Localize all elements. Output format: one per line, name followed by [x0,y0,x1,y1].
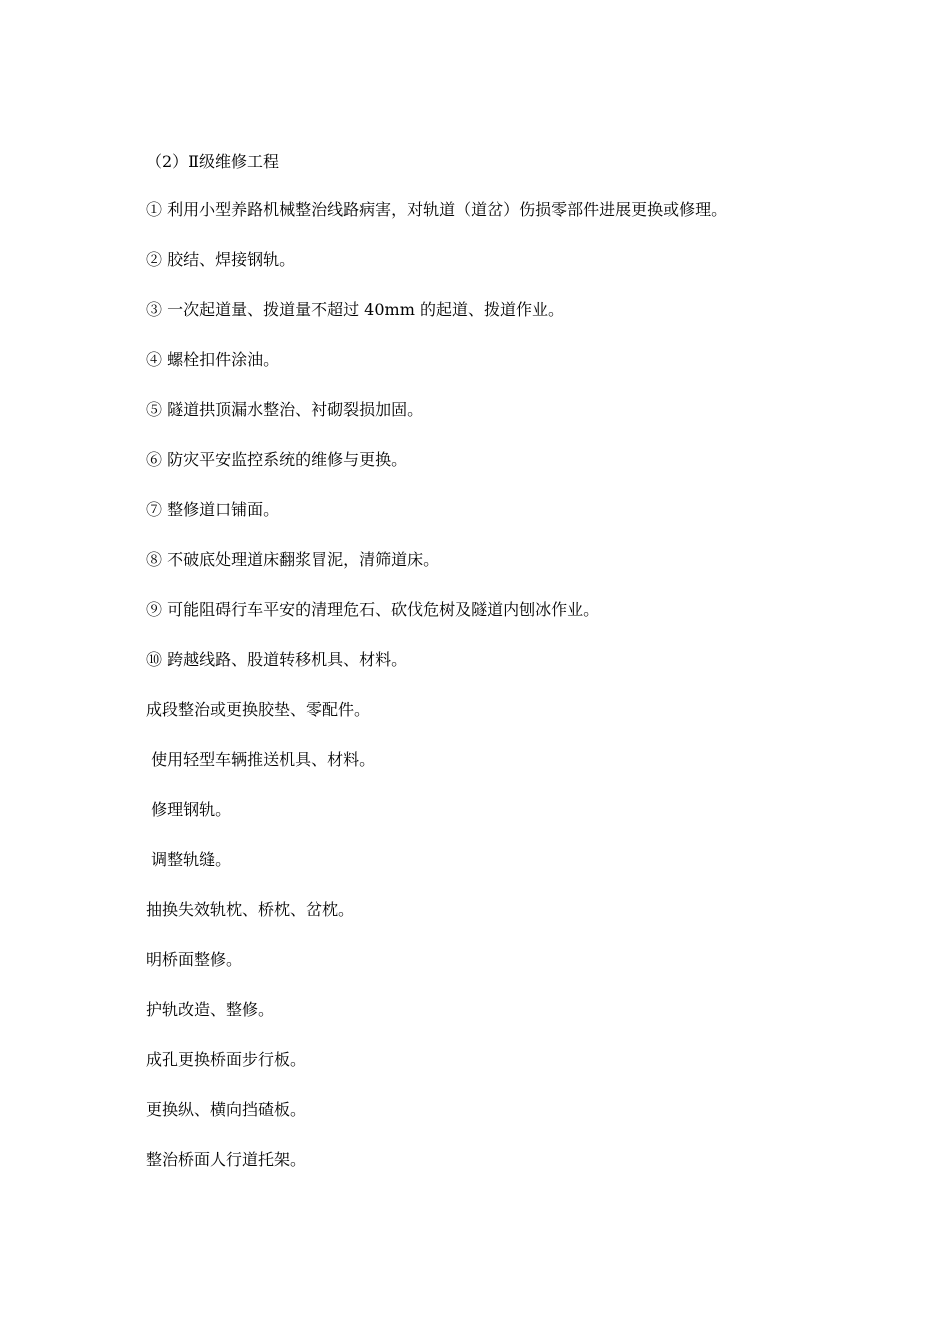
paragraph-item-12: 使用轻型车辆推送机具、材料。 [146,750,376,769]
paragraph-item-5: ⑤ 隧道拱顶漏水整治、衬砌裂损加固。 [146,400,424,419]
paragraph-item-3: ③ 一次起道量、拨道量不超过 40mm 的起道、拨道作业。 [146,300,564,319]
paragraph-item-19: 更换纵、横向挡碴板。 [146,1100,307,1119]
section-heading: （2）Ⅱ级维修工程 [146,152,280,171]
paragraph-item-10: ⑩ 跨越线路、股道转移机具、材料。 [146,650,408,669]
paragraph-item-13: 修理钢轨。 [146,800,232,819]
paragraph-item-2: ② 胶结、焊接钢轨。 [146,250,296,269]
paragraph-item-7: ⑦ 整修道口铺面。 [146,500,280,519]
paragraph-item-16: 明桥面整修。 [146,950,243,969]
paragraph-item-17: 护轨改造、整修。 [146,1000,275,1019]
paragraph-item-4: ④ 螺栓扣件涂油。 [146,350,280,369]
paragraph-item-15: 抽换失效轨枕、桥枕、岔枕。 [146,900,355,919]
paragraph-item-14: 调整轨缝。 [146,850,232,869]
paragraph-item-11: 成段整治或更换胶垫、零配件。 [146,700,371,719]
paragraph-item-6: ⑥ 防灾平安监控系统的维修与更换。 [146,450,408,469]
paragraph-item-9: ⑨ 可能阻碍行车平安的清理危石、砍伐危树及隧道内刨冰作业。 [146,600,600,619]
paragraph-item-20: 整治桥面人行道托架。 [146,1150,307,1169]
paragraph-item-8: ⑧ 不破底处理道床翻浆冒泥，清筛道床。 [146,550,440,569]
document-body [146,150,806,1198]
paragraph-item-18: 成孔更换桥面步行板。 [146,1050,307,1069]
paragraph-item-1: ① 利用小型养路机械整治线路病害，对轨道（道岔）伤损零部件进展更换或修理。 [146,200,728,219]
